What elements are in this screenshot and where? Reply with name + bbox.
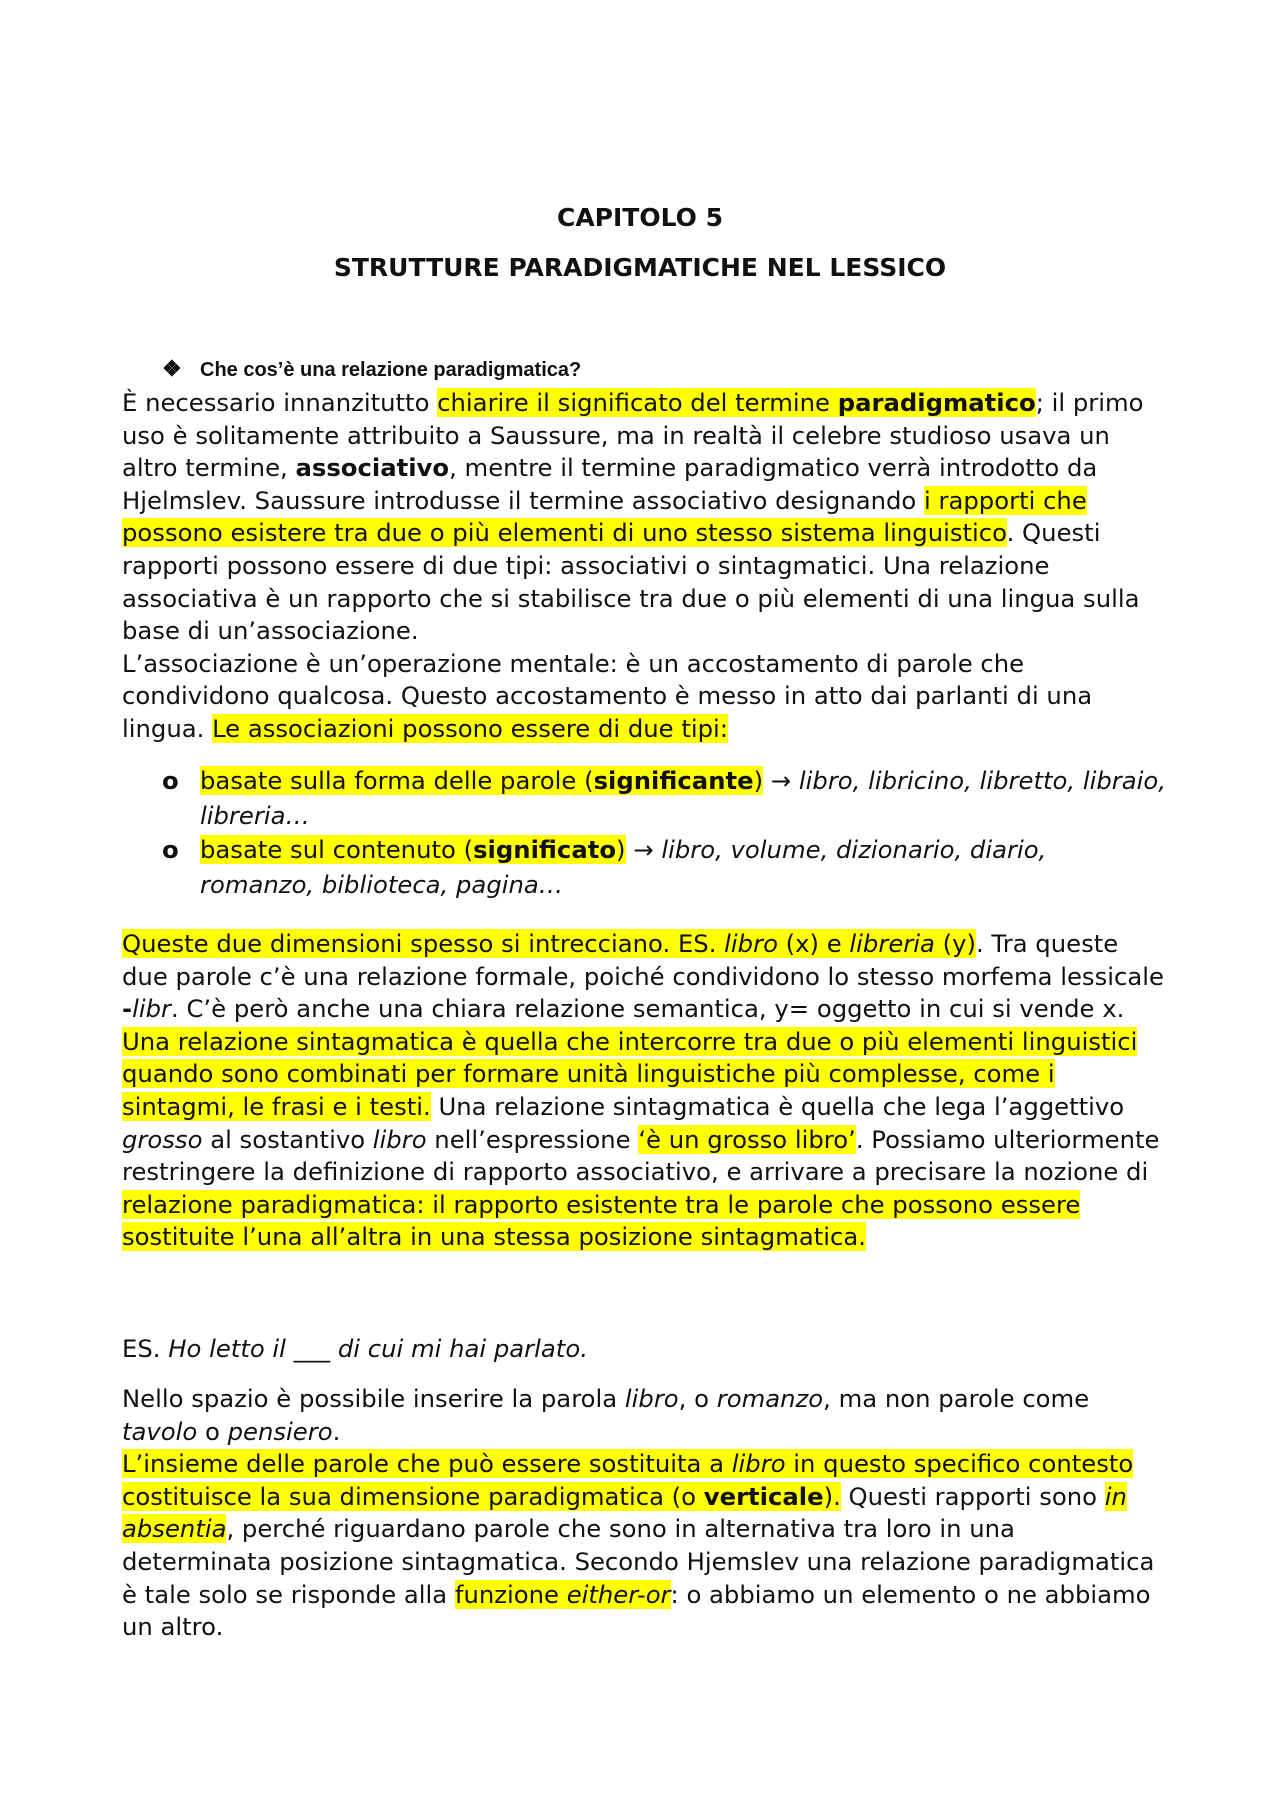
highlight: ‘è un grosso libro’ [638, 1124, 856, 1154]
text: in questo specifico contesto costituisce la sua dimensione paradigmatica (o [122, 1449, 1134, 1511]
highlight: Le associazioni possono essere di due tipi: [212, 713, 728, 743]
highlight: i rapporti che possono esistere tra due o più elementi di uno stesso sistema linguistico [122, 485, 1087, 548]
text: . Tra queste due parole c’è una relazione formale, poiché condividono lo stesso morfema lessicale [122, 929, 1164, 991]
text: nell’espressione [426, 1124, 639, 1154]
text: : o abbiamo un elemento o ne abbiamo un altro. [122, 1579, 1151, 1642]
italic-term: libro [624, 1384, 679, 1413]
text: funzione [454, 1579, 567, 1609]
section-heading-text: Che cos’è una relazione paradigmatica? [200, 359, 582, 381]
list-item [122, 833, 1167, 902]
examples: libro, volume, dizionario, diario, romanzo, biblioteca, pagina… [200, 835, 1047, 899]
arrow-icon: → [625, 835, 662, 864]
highlight [200, 835, 626, 864]
text: (y) [934, 929, 976, 958]
text: (x) e [777, 929, 850, 958]
text: , ma non parole come [823, 1384, 1090, 1413]
text: , o [678, 1384, 717, 1413]
text: . [332, 1416, 341, 1446]
text: - [122, 994, 133, 1024]
text: Nello spazio è possibile inserire la parola [122, 1384, 625, 1413]
italic-term: romanzo [716, 1384, 824, 1413]
bold-term: paradigmatico [837, 388, 1036, 417]
text: , mentre il termine paradigmatico verrà introdotto da Hjelmslev. Saussure introdusse il termine associativo designando [122, 453, 1098, 515]
highlight [437, 388, 1036, 417]
paragraph-4 [122, 1383, 1167, 1644]
highlight [455, 1580, 671, 1609]
italic-term: tavolo [122, 1416, 198, 1446]
italic-term: libro [731, 1449, 786, 1479]
highlight: relazione paradigmatica: il rapporto esistente tra le parole che possono essere sostituite l’una all’altra in una stessa posizione sintagmatica. [122, 1189, 1081, 1252]
bold-term: significante [593, 766, 754, 795]
examples: libro, libricino, libretto, libraio, libreria… [200, 766, 1166, 830]
text: al sostantivo [202, 1124, 373, 1154]
chapter-subtitle: STRUTTURE PARADIGMATICHE NEL LESSICO [333, 253, 947, 282]
italic-term: grosso [122, 1124, 203, 1154]
section-heading [162, 356, 581, 383]
paragraph-3 [122, 1333, 1167, 1366]
text: ). [823, 1481, 841, 1511]
text: Questi rapporti sono [840, 1481, 1105, 1511]
italic-term: pensiero [227, 1416, 333, 1446]
text: . Possiamo ulteriormente restringere la definizione di rapporto associativo, e arrivare a precisare la nozione di [122, 1124, 1160, 1187]
text: basate sulla forma delle parole ( [200, 766, 594, 795]
highlight: in absentia [122, 1481, 1127, 1544]
highlight [122, 929, 976, 958]
text: chiarire il significato del termine [437, 388, 838, 417]
italic-term: libreria [849, 929, 935, 958]
text: È necessario innanzitutto [122, 388, 438, 417]
example-sentence: Ho letto il ___ di cui mi hai parlato. [168, 1334, 588, 1363]
bold-term: associativo [295, 453, 450, 483]
arrow-icon: → [763, 766, 799, 795]
text: . Questi rapporti possono essere di due tipi: associativi o sintagmatici. Una relazione associativa è un rapporto che si stabilisce tra due o più elementi di una lingua sulla base di un’associazione. [122, 518, 1140, 646]
text: . C’è però anche una chiara relazione semantica, y= oggetto in cui si vende x. [171, 994, 1125, 1024]
italic-term: libro [372, 1124, 427, 1154]
text: L’associazione è un’operazione mentale: è un accostamento di parole che condividono qualcosa. Questo accostamento è messo in atto dai parlanti di una lingua. [122, 648, 1093, 743]
text: basate sul contenuto ( [200, 835, 474, 864]
list-bullet: o [162, 835, 179, 864]
highlight: Una relazione sintagmatica è quella che intercorre tra due o più elementi linguistici quando sono combinati per formare unità linguistiche più complesse, come i sintagmi, le frasi e i testi. [122, 1026, 1138, 1121]
text: ; il primo uso è solitamente attribuito a Saussure, ma in realtà il celebre studioso usava un altro termine, [122, 388, 1144, 483]
italic-term: libr [132, 994, 172, 1024]
text: Una relazione sintagmatica è quella che lega l’aggettivo [430, 1091, 1125, 1121]
list-item [122, 764, 1167, 833]
text: o [197, 1416, 228, 1446]
text: L’insieme delle parole che può essere sostituita a [122, 1449, 732, 1479]
bold-term: verticale [703, 1481, 824, 1511]
chapter-title: CAPITOLO 5 [556, 203, 723, 232]
association-types-list [122, 764, 1167, 902]
paragraph-2 [122, 928, 1167, 1254]
list-bullet: o [162, 766, 179, 795]
paragraph-1 [122, 387, 1167, 746]
bold-term: significato [473, 835, 617, 864]
italic-term: libro [724, 929, 778, 958]
text: ) [616, 835, 626, 864]
text: ES. [122, 1334, 169, 1363]
diamond-bullet-icon: ❖ [162, 356, 182, 381]
text: ) [753, 766, 764, 795]
italic-term: either-or [566, 1579, 671, 1609]
text: , perché riguardano parole che sono in alternativa tra loro in una determinata posizione sintagmatica. Secondo Hjemslev una relazione paradigmatica è tale solo se risponde alla [122, 1514, 1155, 1609]
highlight [200, 766, 763, 795]
text: Queste due dimensioni spesso si intrecciano. ES. [122, 929, 725, 958]
